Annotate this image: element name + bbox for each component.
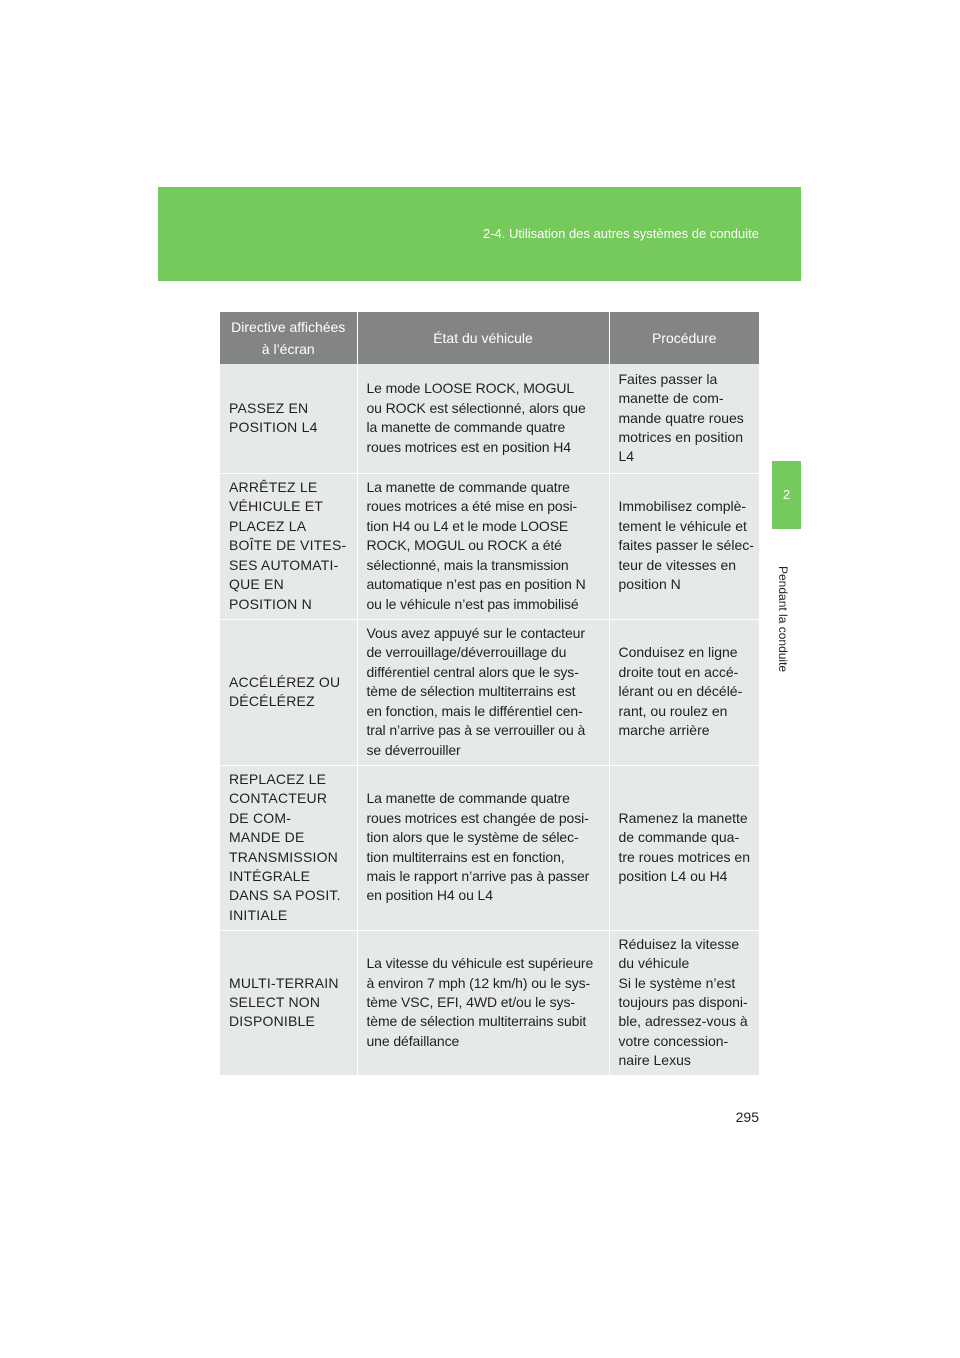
chapter-label: Pendant la conduite <box>776 566 790 673</box>
message-cell: ACCÉLÉREZ OU DÉCÉLÉREZ <box>220 619 357 765</box>
procedure-cell: Ramenez la manette de commande qua- tre roues motrices en position L4 ou H4 <box>609 765 759 930</box>
column-header-message: Directive affichées à l’écran <box>220 312 357 364</box>
table-row <box>220 930 759 1075</box>
table-row <box>220 619 759 765</box>
procedure-cell: Faites passer la manette de com- mande quatre roues motrices en position L4 <box>609 364 759 473</box>
procedure-cell: Immobilisez complè- tement le véhicule et faites passer le sélec- teur de vitesses en position N <box>609 473 759 619</box>
message-cell: REPLACEZ LE CONTACTEUR DE COM- MANDE DE TRANSMISSION INTÉGRALE DANS SA POSIT. INITIALE <box>220 765 357 930</box>
state-cell: Le mode LOOSE ROCK, MOGUL ou ROCK est sélectionné, alors que la manette de commande quatre roues motrices est en position H4 <box>357 364 609 473</box>
table-row <box>220 364 759 473</box>
state-cell: La manette de commande quatre roues motrices est changée de posi- tion alors que le système de sélec- tion multiterrains est en fonction, mais le rapport n’arrive pas à passer en position H4 ou L4 <box>357 765 609 930</box>
header-band <box>158 187 801 281</box>
page-number: 295 <box>735 1109 759 1125</box>
section-title: 2-4. Utilisation des autres systèmes de conduite <box>482 226 759 241</box>
state-cell: La vitesse du véhicule est supérieure à environ 7 mph (12 km/h) ou le sys- tème VSC, EFI, 4WD et/ou le sys- tème de sélection multiterrains subit une défaillance <box>357 930 609 1075</box>
state-cell: Vous avez appuyé sur le contacteur de verrouillage/déverrouillage du différentiel central alors que le sys- tème de sélection multiterrains est en fonction, mais le différentiel cen- tral n’arrive pas à se verrouiller ou à se déverrouiller <box>357 619 609 765</box>
chapter-tab <box>772 461 801 529</box>
message-cell: MULTI-TERRAIN SELECT NON DISPONIBLE <box>220 930 357 1075</box>
table-header-row <box>220 312 759 364</box>
state-cell: La manette de commande quatre roues motrices a été mise en posi- tion H4 ou L4 et le mode LOOSE ROCK, MOGUL ou ROCK a été sélectionné, mais la transmission automatique n’est pas en position N ou le véhicule n’est pas immobilisé <box>357 473 609 619</box>
column-header-state: État du véhicule <box>357 312 609 364</box>
column-header-procedure: Procédure <box>609 312 759 364</box>
message-cell: PASSEZ EN POSITION L4 <box>220 364 357 473</box>
chapter-number: 2 <box>782 487 791 502</box>
message-cell: ARRÊTEZ LE VÉHICULE ET PLACEZ LA BOÎTE DE VITES- SES AUTOMATI- QUE EN POSITION N <box>220 473 357 619</box>
table-row <box>220 473 759 619</box>
table-row <box>220 765 759 930</box>
procedure-cell: Réduisez la vitesse du véhicule Si le système n’est toujours pas disponi- ble, adressez-vous à votre concession- naire Lexus <box>609 930 759 1075</box>
procedure-cell: Conduisez en ligne droite tout en accé- lérant ou en décélé- rant, ou roulez en marche arrière <box>609 619 759 765</box>
message-table <box>220 312 759 1075</box>
